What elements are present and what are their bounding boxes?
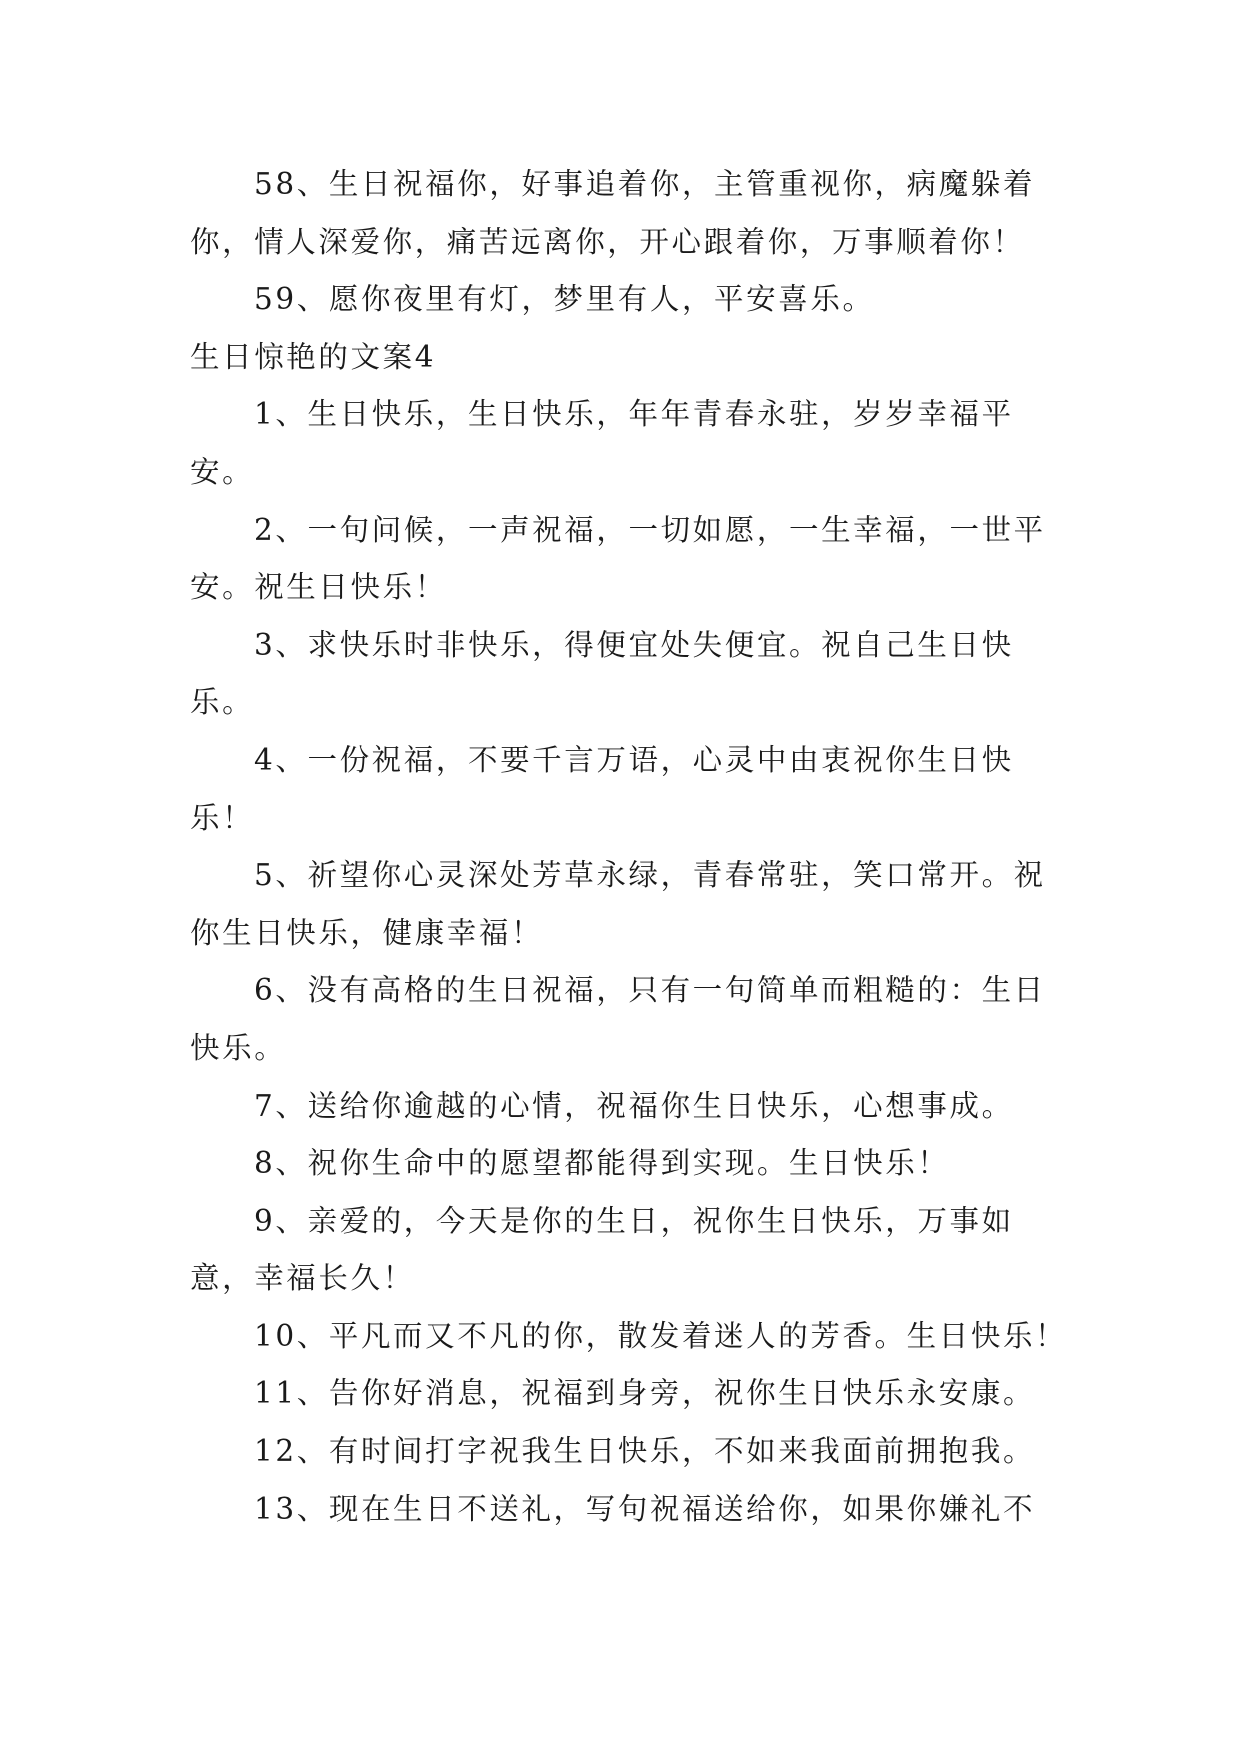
paragraph-59: 59、愿你夜里有灯，梦里有人，平安喜乐。: [254, 282, 875, 317]
list-item: 12、有时间打字祝我生日快乐，不如来我面前拥抱我。: [254, 1434, 1036, 1469]
list-item: 8、祝你生命中的愿望都能得到实现。生日快乐！: [254, 1146, 950, 1181]
list-item: 6、没有高格的生日祝福，只有一句简单而粗糙的：生日快乐。: [190, 973, 1046, 1065]
list-item: 3、求快乐时非快乐，得便宜处失便宜。祝自己生日快乐。: [190, 627, 1014, 720]
list-item: 13、现在生日不送礼，写句祝福送给你，如果你嫌礼不: [254, 1491, 1036, 1526]
paragraph-58: 58、生日祝福你，好事追着你，主管重视你，病魔躲着你，情人深爱你，痛苦远离你，开心跟着你，万事顺着你！: [190, 167, 1036, 259]
list-item: 10、平凡而又不凡的你，散发着迷人的芳香。生日快乐！: [254, 1318, 1068, 1353]
section-heading: 生日惊艳的文案4: [190, 339, 437, 374]
list-item: 4、一份祝福，不要千言万语，心灵中由衷祝你生日快乐！: [190, 742, 1014, 835]
list-item: 2、一句问候，一声祝福，一切如愿，一生幸福，一世平安。祝生日快乐！: [190, 512, 1046, 605]
list-item: 1、生日快乐，生日快乐，年年青春永驻，岁岁幸福平安。: [190, 397, 1014, 489]
list-item: 11、告你好消息，祝福到身旁，祝你生日快乐永安康。: [254, 1376, 1036, 1411]
list-item: 9、亲爱的，今天是你的生日，祝你生日快乐，万事如意，幸福长久！: [190, 1203, 1014, 1296]
document-body: [190, 156, 1070, 1538]
list-item: 7、送给你逾越的心情，祝福你生日快乐，心想事成。: [254, 1088, 1014, 1123]
list-item: 5、祈望你心灵深处芳草永绿，青春常驻，笑口常开。祝你生日快乐，健康幸福！: [190, 858, 1046, 950]
